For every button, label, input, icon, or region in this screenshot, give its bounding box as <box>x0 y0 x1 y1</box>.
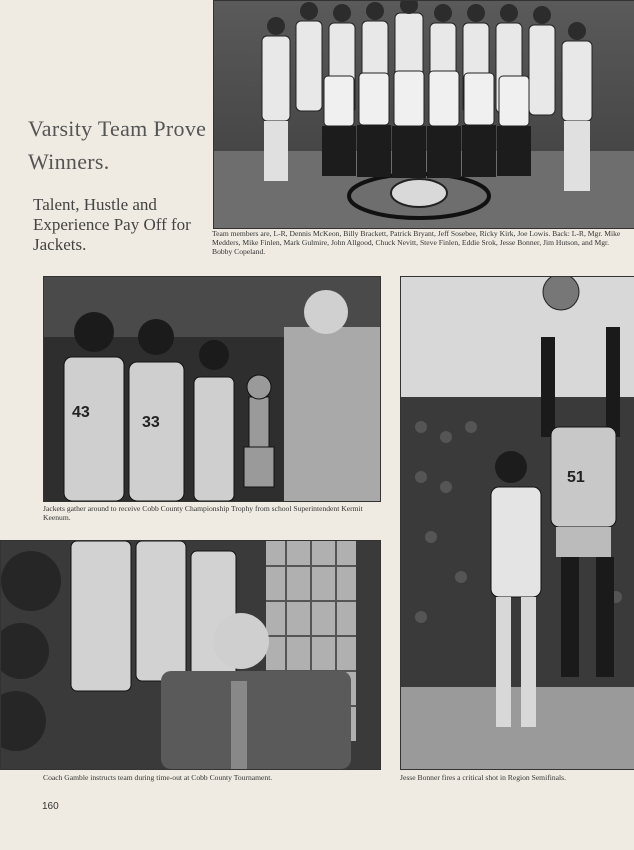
shot-photo <box>400 276 634 770</box>
svg-text:33: 33 <box>142 414 160 431</box>
huddle-photo <box>0 540 381 770</box>
shot-photo-caption: Jesse Bonner fires a critical shot in Region Semifinals. <box>400 773 566 782</box>
huddle-photo-illustration <box>1 541 380 769</box>
trophy-photo <box>43 276 381 502</box>
svg-text:43: 43 <box>72 404 90 421</box>
page-number: 160 <box>42 801 59 812</box>
team-photo <box>213 0 634 229</box>
team-photo-illustration <box>214 1 634 228</box>
trophy-photo-caption: Jackets gather around to receive Cobb County Championship Trophy from school Superintendent Kermit Keenum. <box>43 504 363 522</box>
svg-text:51: 51 <box>567 469 585 486</box>
shot-photo-illustration <box>401 277 634 769</box>
page-subtitle: Talent, Hustle and Experience Pay Off for Jackets. <box>33 195 191 254</box>
huddle-photo-caption: Coach Gamble instructs team during time-out at Cobb County Tournament. <box>43 773 273 782</box>
team-photo-caption: Team members are, L-R, Dennis McKeon, Billy Brackett, Patrick Bryant, Jeff Sosebee, Ricky Kirk, Joe Lowis. Back: L-R, Mgr. Mike Medders, Mike Finlen, Mark Gulmire, John Allgood, Chuck Nevitt, Steve Finlen, Eddie Srok, Jesse Bonner, Jim Hutson, and Mgr. Bobby Copeland. <box>212 229 621 256</box>
page-title: Varsity Team Prove Winners. <box>28 116 207 174</box>
trophy-photo-illustration <box>44 277 380 501</box>
